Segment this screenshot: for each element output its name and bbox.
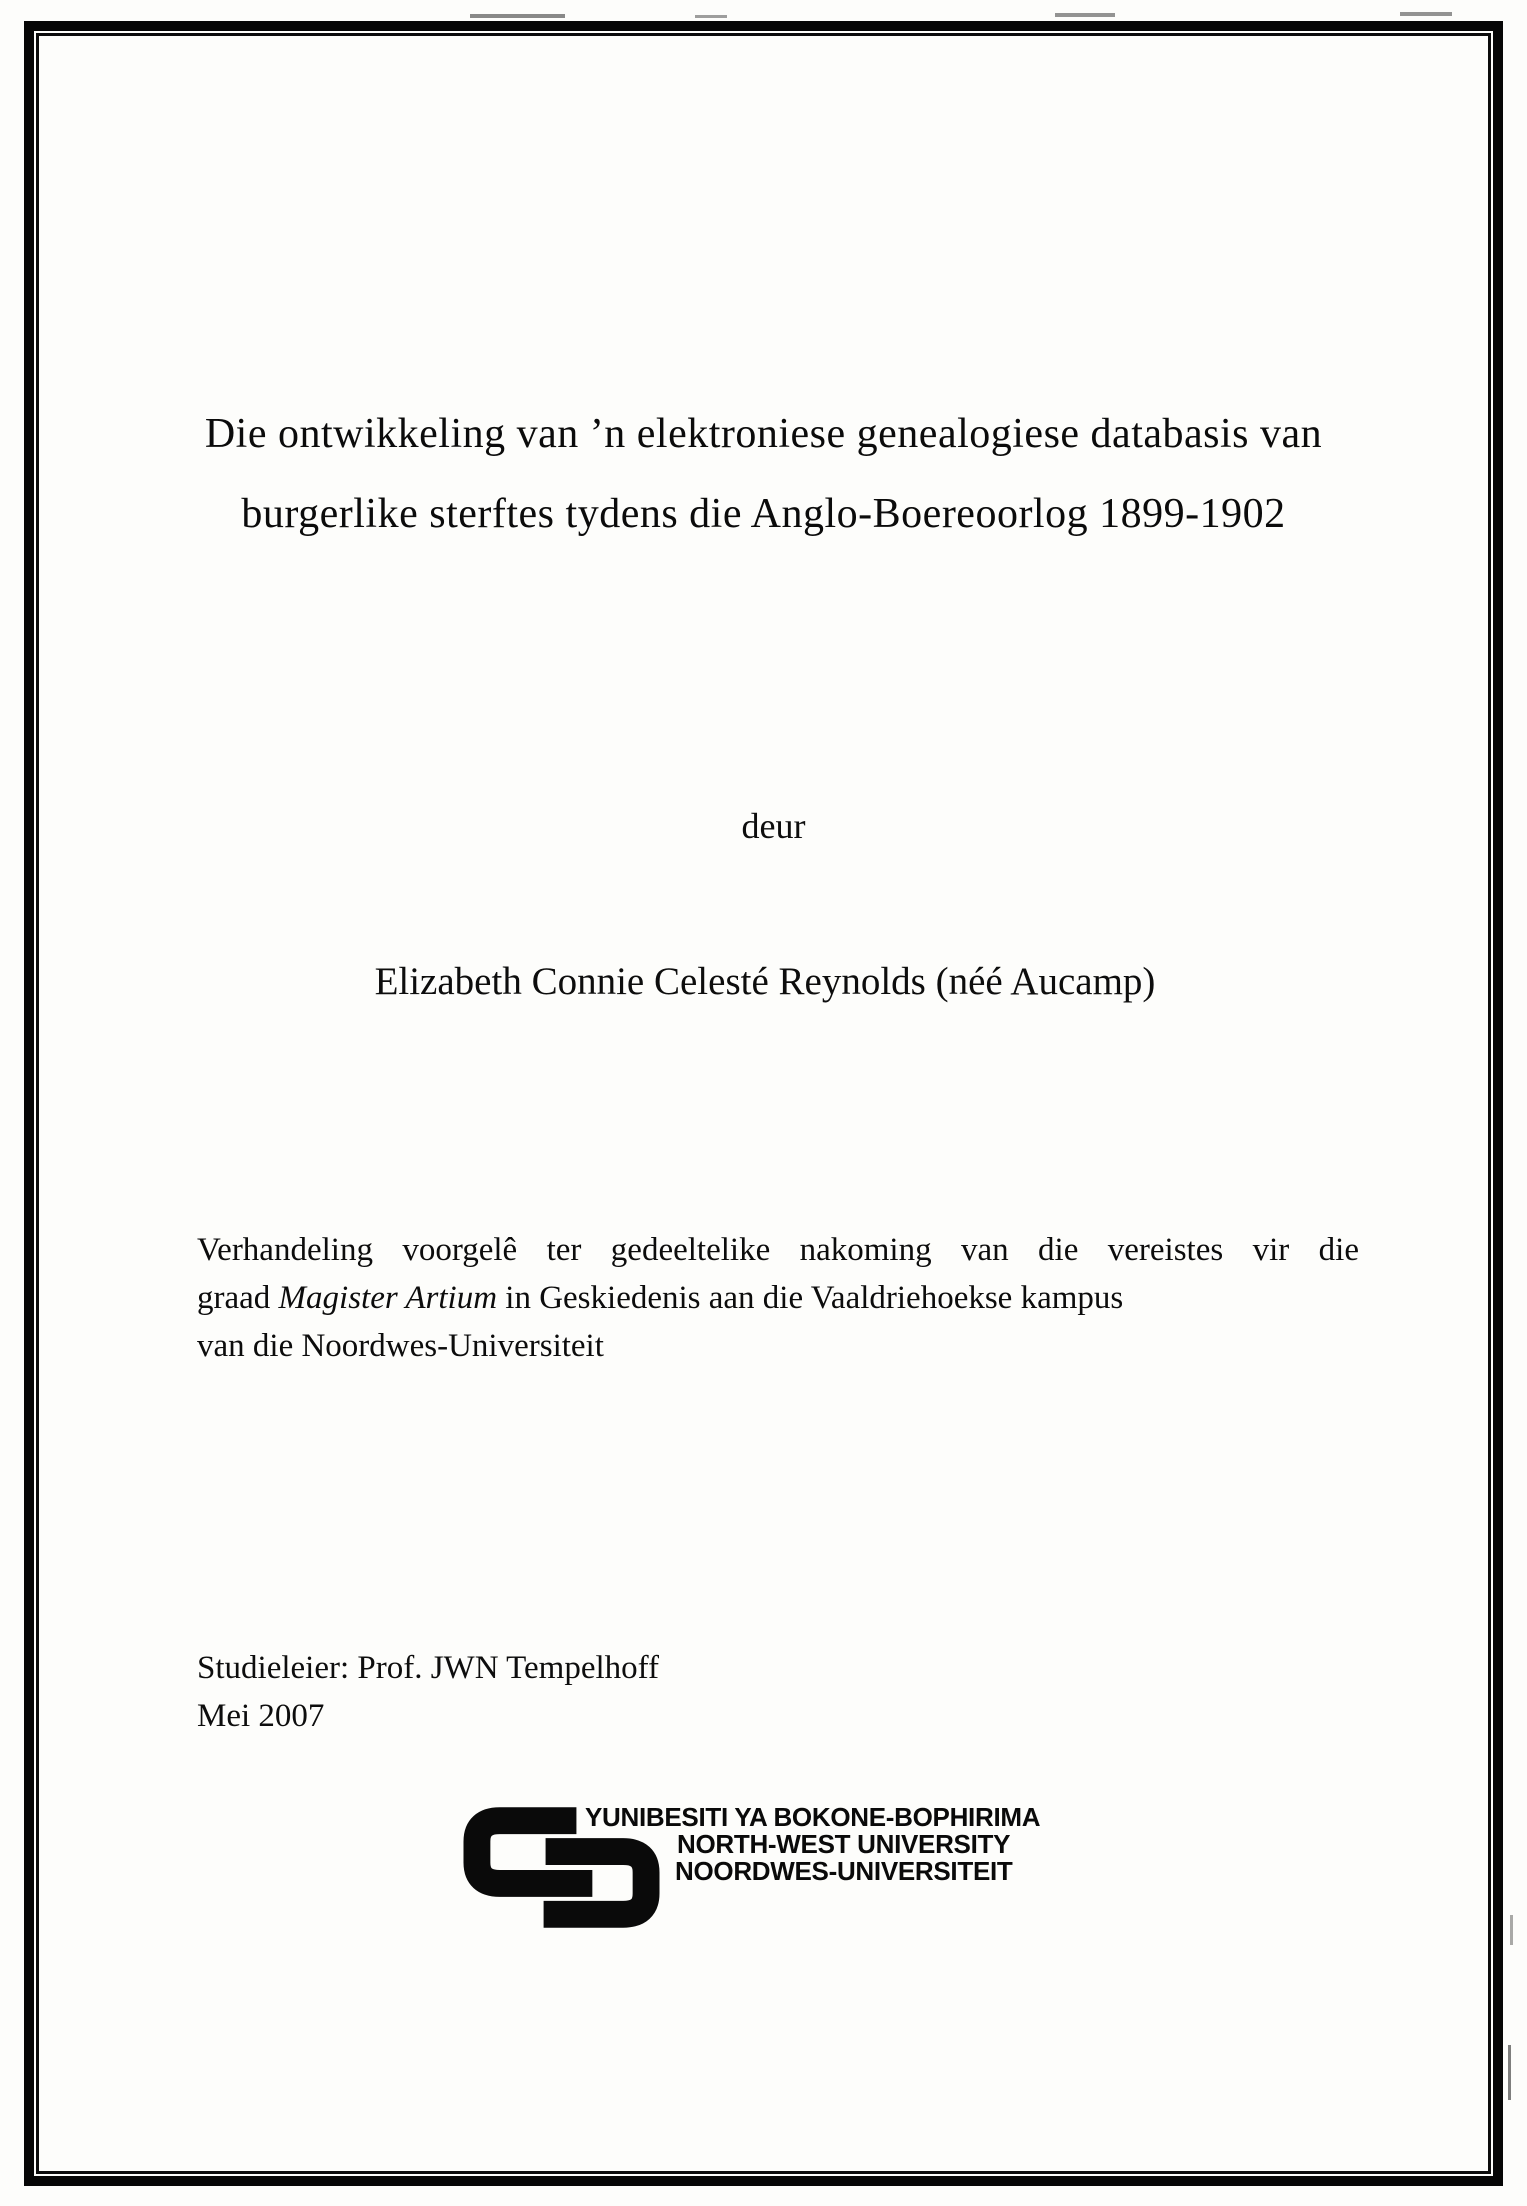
degree-name-italic: Magister Artium [278,1280,498,1316]
university-logo-text [585,1804,1040,1885]
author-name: Elizabeth Connie Celesté Reynolds (néé Aucamp) [374,960,1156,1003]
degree-statement-line2 [197,1274,1359,1322]
degree-statement-line2-pre: graad [197,1280,279,1316]
degree-statement-line1: Verhandeling voorgelê ter gedeeltelike nakoming van die vereistes vir die [197,1232,1359,1268]
university-logo [462,1802,1122,1962]
byline-deur: deur [741,806,806,846]
supervisor-line: Studieleier: Prof. JWN Tempelhoff [197,1650,660,1686]
thesis-title [110,394,1417,554]
logo-text-setswana: YUNIBESITI YA BOKONE-BOPHIRIMA [585,1802,1041,1832]
thesis-title-line1: Die ontwikkeling van ’n elektroniese genealogiese databasis van [204,411,1323,457]
degree-statement [197,1226,1359,1370]
logo-text-afrikaans: NOORDWES-UNIVERSITEIT [675,1856,1013,1886]
logo-text-english: NORTH-WEST UNIVERSITY [677,1829,1011,1859]
scan-speck [695,15,727,18]
scan-speck [1055,13,1115,17]
scan-speck [1510,1915,1513,1945]
scan-speck [1400,12,1452,16]
degree-statement-line3: van die Noordwes-Universiteit [197,1328,604,1364]
scan-speck [470,14,565,18]
degree-statement-line2-post: in Geskiedenis aan die Vaaldriehoekse kampus [497,1280,1124,1316]
thesis-title-line2: burgerlike sterftes tydens die Anglo-Boereoorlog 1899-1902 [241,491,1286,537]
scan-speck [1508,2045,1511,2100]
date-line: Mei 2007 [197,1698,325,1734]
